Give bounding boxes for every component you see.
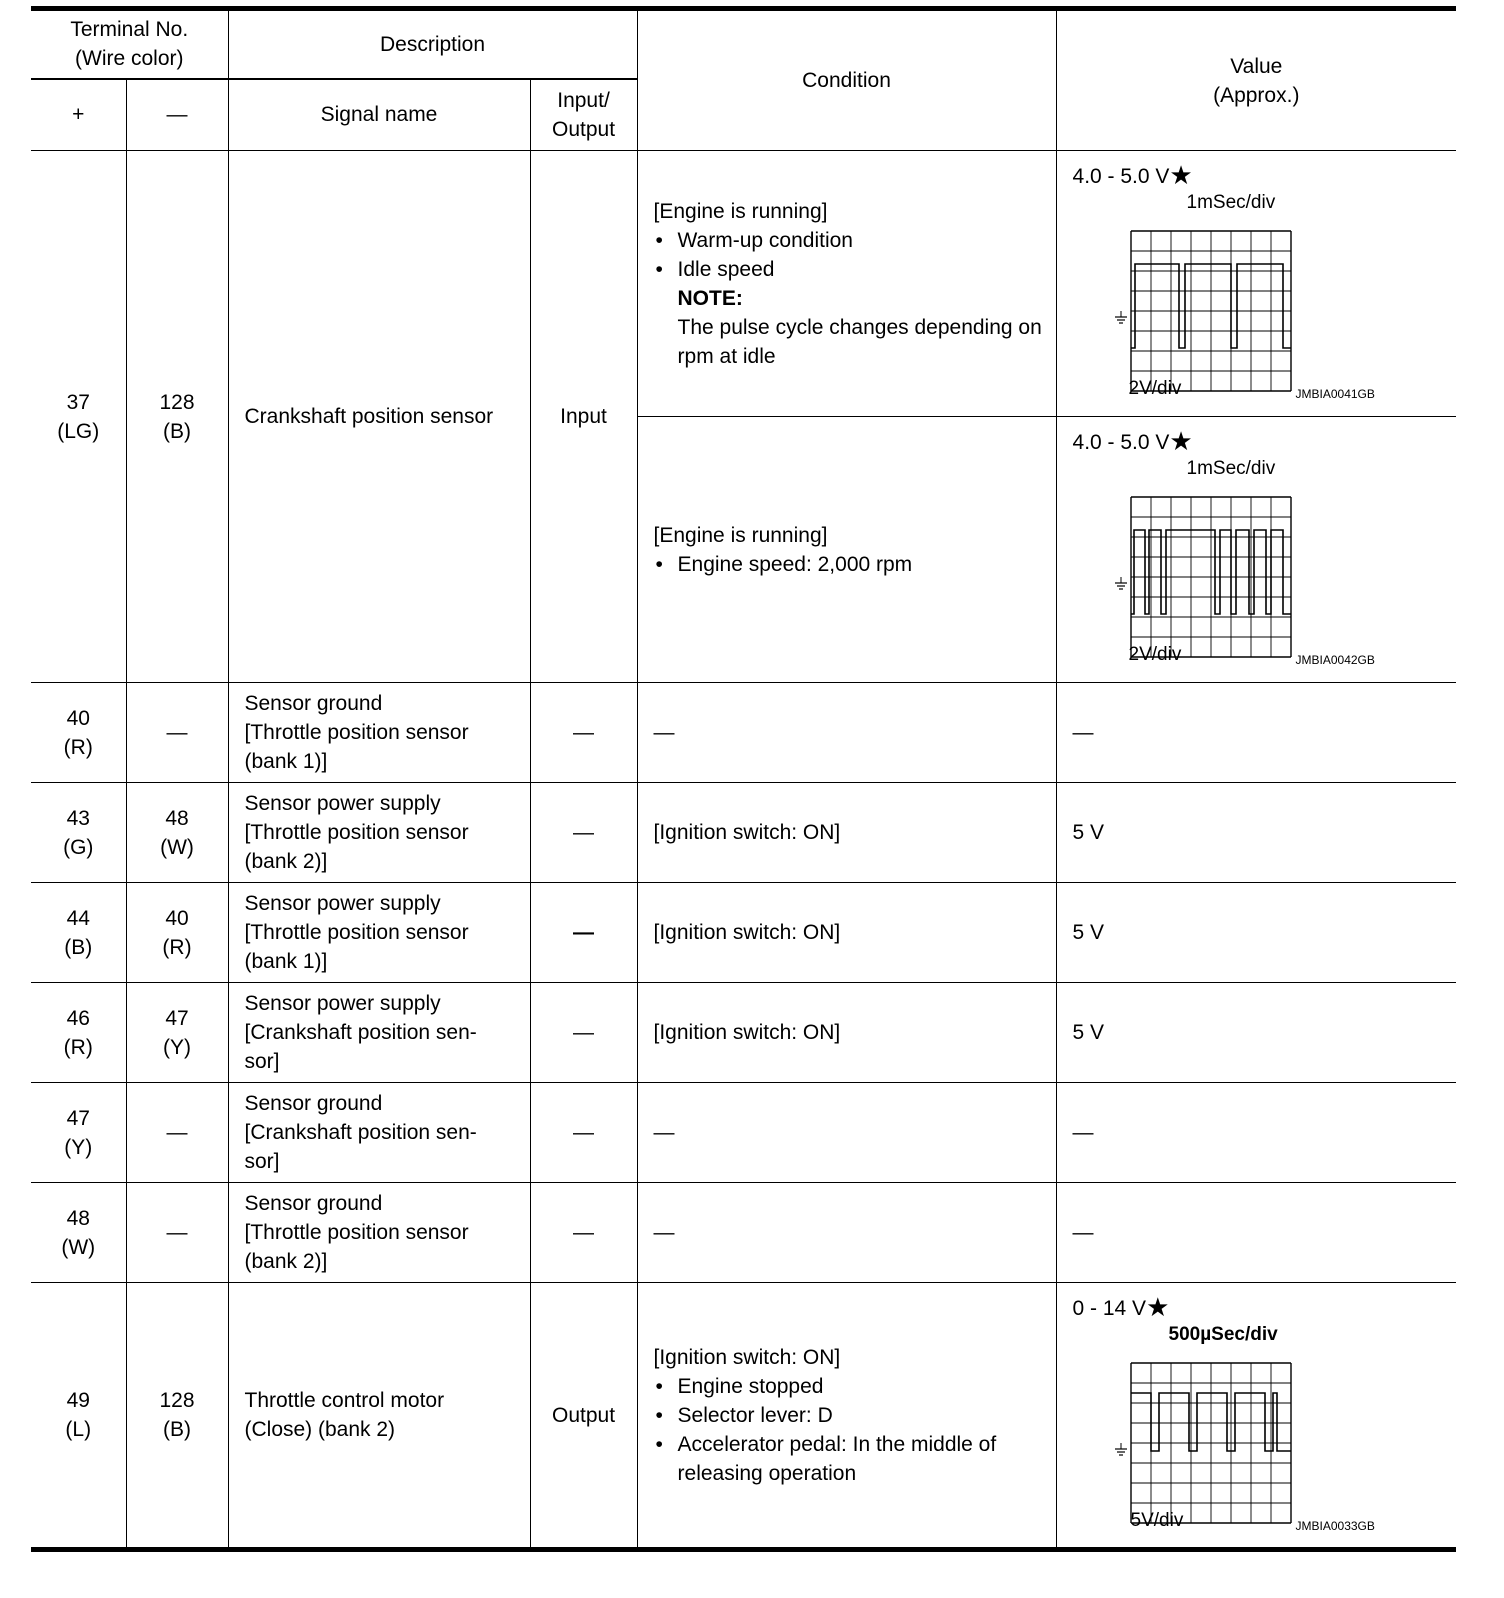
input-output: — [530, 983, 637, 1083]
note-label: NOTE: [677, 286, 743, 310]
note-text: The pulse cycle changes depending on rpm at idle [677, 315, 1042, 368]
terminal-minus: 48 (W) [126, 783, 228, 883]
input-output: — [530, 883, 637, 983]
terminal-minus: 128 (B) [126, 1283, 228, 1550]
value-cell: 5 V [1056, 883, 1456, 983]
condition-heading: [Ignition switch: ON] [653, 1345, 841, 1369]
table-row [31, 1183, 1456, 1283]
value-cell: — [1056, 1183, 1456, 1283]
input-output: — [530, 683, 637, 783]
oscilloscope-figure [1073, 457, 1413, 669]
condition-item: • Engine speed: 2,000 rpm [654, 550, 1048, 579]
condition-item: • Accelerator pedal: In the middle of releasing operation [654, 1430, 1048, 1488]
time-division-label: 1mSec/div [1186, 458, 1276, 479]
star-icon: ★ [1169, 426, 1193, 456]
condition: [Ignition switch: ON] [637, 983, 1056, 1083]
oscilloscope-trace [1073, 1323, 1413, 1535]
value-cell: 5 V [1056, 983, 1456, 1083]
terminal-minus: 40 (R) [126, 883, 228, 983]
ground-icon [1115, 577, 1127, 589]
condition-item: • Idle speed [654, 255, 1048, 284]
signal-name: Crankshaft position sensor [228, 151, 530, 683]
time-division-label: 1mSec/div [1186, 192, 1276, 213]
value-cell: 5 V [1056, 783, 1456, 883]
terminal-plus: 46 (R) [31, 983, 126, 1083]
value-text [1073, 1293, 1443, 1323]
condition [637, 151, 1056, 417]
condition-heading: [Engine is running] [653, 523, 828, 547]
voltage-division-label: 2V/div [1128, 644, 1182, 665]
ground-icon [1115, 311, 1127, 323]
header-signal-name: Signal name [228, 79, 530, 151]
table-row [31, 883, 1456, 983]
terminal-minus: 47 (Y) [126, 983, 228, 1083]
condition-item: • Selector lever: D [654, 1401, 1048, 1430]
figure-id: JMBIA0042GB [1295, 653, 1375, 667]
figure-id: JMBIA0041GB [1295, 387, 1375, 401]
signal-name: Sensor power supply [Crankshaft position sen- sor] [228, 983, 530, 1083]
terminal-plus: 44 (B) [31, 883, 126, 983]
value-cell [1056, 151, 1456, 417]
star-icon: ★ [1146, 1292, 1170, 1322]
value-range: 0 - 14 V [1072, 1297, 1147, 1320]
signal-name: Throttle control motor (Close) (bank 2) [228, 1283, 530, 1550]
header-input-output: Input/ Output [530, 79, 637, 151]
time-division-label: 500µSec/div [1168, 1324, 1278, 1345]
terminal-plus: 49 (L) [31, 1283, 126, 1550]
input-output: Input [530, 151, 637, 683]
table-row [31, 1283, 1456, 1550]
header-value: Value (Approx.) [1056, 9, 1456, 151]
oscilloscope-figure [1073, 191, 1413, 403]
input-output: — [530, 1183, 637, 1283]
ground-icon [1115, 1443, 1127, 1455]
input-output: Output [530, 1283, 637, 1550]
terminal-plus: 43 (G) [31, 783, 126, 883]
condition: — [637, 683, 1056, 783]
signal-name: Sensor power supply [Throttle position sensor (bank 2)] [228, 783, 530, 883]
value-text [1073, 161, 1443, 191]
signal-name: Sensor ground [Throttle position sensor (bank 1)] [228, 683, 530, 783]
star-icon: ★ [1169, 160, 1193, 190]
header-description: Description [228, 9, 637, 79]
terminal-plus: 37 (LG) [31, 151, 126, 683]
value-text [1073, 427, 1443, 457]
terminal-minus: — [126, 1083, 228, 1183]
voltage-division-label: 5V/div [1130, 1510, 1184, 1531]
value-cell: — [1056, 1083, 1456, 1183]
table-row [31, 983, 1456, 1083]
condition-list [654, 1372, 1048, 1488]
condition-list [654, 226, 1048, 284]
condition-heading: [Engine is running] [653, 199, 828, 223]
oscilloscope-trace [1073, 191, 1413, 403]
terminal-table [31, 6, 1456, 1552]
table-row [31, 683, 1456, 783]
oscilloscope-trace [1073, 457, 1413, 669]
condition-item: • Warm-up condition [654, 226, 1048, 255]
condition [637, 417, 1056, 683]
header-plus: + [31, 79, 126, 151]
table-row [31, 151, 1456, 417]
condition: — [637, 1083, 1056, 1183]
input-output: — [530, 1083, 637, 1183]
terminal-minus: 128 (B) [126, 151, 228, 683]
terminal-plus: 40 (R) [31, 683, 126, 783]
value-cell [1056, 1283, 1456, 1550]
signal-name: Sensor ground [Crankshaft position sen- sor] [228, 1083, 530, 1183]
condition-list [654, 550, 1048, 579]
value-cell: — [1056, 683, 1456, 783]
input-output: — [530, 783, 637, 883]
terminal-plus: 48 (W) [31, 1183, 126, 1283]
header-minus: — [126, 79, 228, 151]
condition-item: • Engine stopped [654, 1372, 1048, 1401]
condition: [Ignition switch: ON] [637, 883, 1056, 983]
condition [637, 1283, 1056, 1550]
oscilloscope-figure [1073, 1323, 1413, 1535]
table-row [31, 783, 1456, 883]
figure-id: JMBIA0033GB [1295, 1519, 1375, 1533]
condition: [Ignition switch: ON] [637, 783, 1056, 883]
signal-name: Sensor ground [Throttle position sensor (bank 2)] [228, 1183, 530, 1283]
terminal-minus: — [126, 683, 228, 783]
voltage-division-label: 2V/div [1128, 378, 1182, 399]
value-range: 4.0 - 5.0 V [1072, 431, 1170, 454]
header-condition: Condition [637, 9, 1056, 151]
value-range: 4.0 - 5.0 V [1072, 165, 1170, 188]
header-terminal: Terminal No. (Wire color) [31, 9, 228, 79]
table-row [31, 1083, 1456, 1183]
condition: — [637, 1183, 1056, 1283]
value-cell [1056, 417, 1456, 683]
signal-name: Sensor power supply [Throttle position sensor (bank 1)] [228, 883, 530, 983]
terminal-minus: — [126, 1183, 228, 1283]
terminal-plus: 47 (Y) [31, 1083, 126, 1183]
